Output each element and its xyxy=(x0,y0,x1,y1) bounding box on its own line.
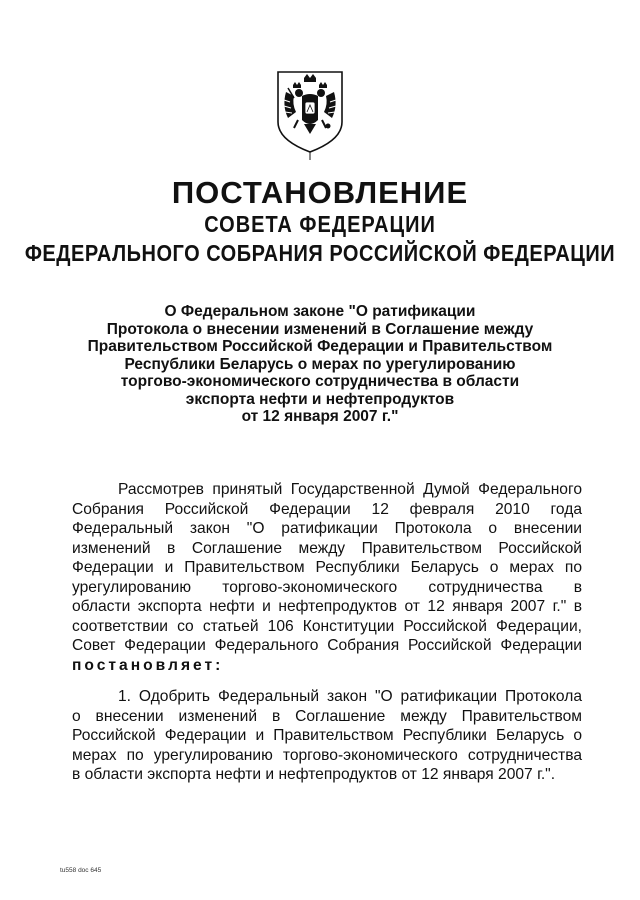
preamble-line: Собрания Российской Федерации 12 февраля 2010 года xyxy=(72,500,582,518)
preamble-line: области экспорта нефти и нефтепродуктов от 12 января 2007 г." в xyxy=(72,598,582,615)
preamble-line: Рассмотрев принятый Государственной Думой Федерального xyxy=(118,481,582,498)
preamble-line: Совет Федерации Федерального Собрания Российской Федерации xyxy=(72,637,582,654)
footer-file-code: tu558 doc 645 xyxy=(60,867,102,874)
preamble-line: Федерации и Правительством Республики Беларусь о мерах по xyxy=(72,559,582,576)
resolution-line: 1. Одобрить Федеральный закон "О ратификации Протокола xyxy=(118,688,582,705)
resolution-paragraph xyxy=(72,687,582,785)
issuer-line-1: СОВЕТА ФЕДЕРАЦИИ xyxy=(204,212,436,238)
preamble-line: соответствии со статьей 106 Конституции Российской Федерации, xyxy=(72,617,582,635)
resolution-line: Российской Федерации и Правительством Республики Беларусь о xyxy=(72,727,582,744)
heading-line: О Федеральном законе "О ратификации xyxy=(164,303,476,320)
russian-coat-of-arms-icon xyxy=(274,68,346,160)
heading-line: Республики Беларусь о мерах по урегулированию xyxy=(124,355,516,373)
heading-line: от 12 января 2007 г." xyxy=(241,408,399,425)
resolution-line: о внесении изменений в Соглашение между Правительством xyxy=(72,707,582,725)
document-heading xyxy=(40,303,600,426)
resolution-line: мерах по урегулированию торгово-экономического сотрудничества xyxy=(72,746,582,764)
heading-line: Правительством Российской Федерации и Правительством xyxy=(87,338,553,355)
preamble-line: урегулированию торгово-экономического сотрудничества в xyxy=(72,578,582,596)
preamble-line: изменений в Соглашение между Правительством Российской xyxy=(72,539,582,557)
preamble-line: Федеральный закон "О ратификации Протокола о внесении xyxy=(72,520,582,537)
heading-line: торгово-экономического сотрудничества в области xyxy=(120,373,520,390)
resolution-line: в области экспорта нефти и нефтепродуктов от 12 января 2007 г.". xyxy=(72,766,556,783)
heading-line: Протокола о внесении изменений в Соглашение между xyxy=(106,320,534,338)
heading-line: экспорта нефти и нефтепродуктов xyxy=(185,390,455,408)
preamble-paragraph xyxy=(72,480,582,675)
document-title: ПОСТАНОВЛЕНИЕ xyxy=(171,175,469,210)
issuer-line-2: ФЕДЕРАЛЬНОГО СОБРАНИЯ РОССИЙСКОЙ ФЕДЕРАЦИИ xyxy=(24,241,616,267)
resolves-word: постановляет: xyxy=(72,656,224,674)
